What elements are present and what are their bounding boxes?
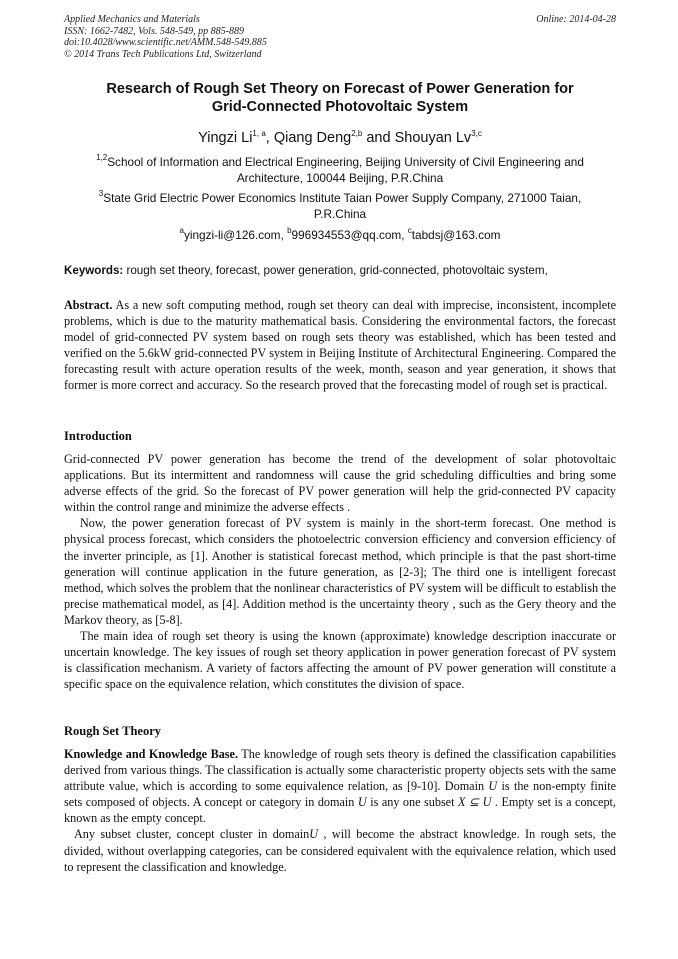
rough-set-p2-start: Any subset cluster, concept cluster in domain [74, 827, 310, 842]
symbol-u-3: U [309, 827, 319, 842]
section-heading-introduction: Introduction [64, 429, 132, 443]
author-2-sup: 2,b [351, 129, 363, 138]
title-line-2: Grid-Connected Photovoltaic System [211, 99, 469, 115]
paper-title [64, 80, 616, 116]
keywords-text: rough set theory, forecast, power generation, grid-connected, photovoltaic system, [123, 264, 548, 277]
introduction-body [64, 451, 616, 692]
author-1-sup: 1, a [252, 129, 266, 138]
symbol-u-1: U [488, 779, 498, 794]
rough-set-p1-mid-1: is the non-empty finite sets composed of objects. A concept or category in domain [64, 779, 616, 810]
affiliation-2-line-2: P.R.China [313, 206, 367, 221]
keywords-line [64, 263, 616, 278]
email-c-sup: c [407, 226, 412, 235]
rough-set-paragraph-1 [64, 746, 616, 826]
affiliation-2 [64, 191, 616, 222]
email-a-sup: a [179, 226, 184, 235]
journal-name: Applied Mechanics and Materials [64, 14, 200, 25]
subsection-label-knowledge: Knowledge and Knowledge Base. [64, 747, 239, 761]
online-date: Online: 2014-04-28 [536, 14, 616, 25]
journal-header [64, 14, 616, 60]
abstract-label: Abstract. [64, 298, 113, 312]
abstract-paragraph [64, 297, 616, 394]
keywords-label: Keywords: [64, 264, 124, 277]
rough-set-p1-end: . Empty set is a concept, known as the empty concept. [64, 795, 616, 826]
rough-set-p1-mid-2: is any one subset [366, 795, 458, 810]
introduction-paragraph-3: The main idea of rough set theory is using the known (approximate) knowledge description inaccurate or uncertain knowledge. The key issues of rough set theory application in power generation forecast of PV system is classification mechanism. A variety of factors affecting the amount of PV power generation will constitute a specific space on the equivalence relation, which constitutes the division of space. [64, 629, 616, 692]
email-a[interactable]: yingzi-li@126.com, [183, 228, 288, 242]
affiliation-1-line-1: School of Information and Electrical Engineering, Beijing University of Civil Engineering and [107, 155, 584, 169]
author-1-name: Yingzi Li [198, 130, 253, 146]
rough-set-p1-text: The knowledge of rough sets theory is defined the classification capabilities derived from various things. The classification is actually some characteristic property objects sets with the same attribute value, which is according to some equivalence relation, as [9-10]. Domain [64, 747, 616, 794]
email-b-sup: b [287, 226, 292, 235]
author-emails [64, 228, 616, 243]
rough-set-p2-end: , will become the abstract knowledge. In rough sets, the divided, without overlapping categories, can be considered equivalent with the equivalence relation, which used to represent the classification and knowledge. [64, 827, 616, 874]
affiliation-2-sup: 3 [98, 189, 104, 198]
author-separator-2: and [362, 130, 395, 146]
title-line-1: Research of Rough Set Theory on Forecast of Power Generation for [106, 81, 574, 97]
symbol-subset: X ⊆ U [457, 795, 492, 810]
introduction-paragraph-2: Now, the power generation forecast of PV system is mainly in the short-term forecast. One method is physical process forecast, which considers the photoelectric conversion efficiency and conversion efficiency of the inverter principle, as [1]. Another is statistical forecast method, which principle is that the past short-time generation will continue application in the future generation, as [2-3]; The third one is intelligent forecast method, which solves the problem that the nonlinear characteristics of PV system will be difficult to establish the precise mathematical model, as [4]. Addition method is the uncertainty theory , such as the Gery theory and the Markov theory, as [5-8]. [64, 516, 616, 627]
affiliation-1-sup: 1,2 [96, 153, 108, 162]
author-3-sup: 3,c [471, 129, 482, 138]
author-separator-1: , [265, 130, 274, 146]
affiliation-1 [64, 155, 616, 186]
doi-line: doi:10.4028/www.scientific.net/AMM.548-549.885 [64, 37, 267, 48]
rough-set-body [64, 746, 616, 875]
copyright-line: © 2014 Trans Tech Publications Ltd, Switzerland [64, 48, 262, 60]
author-list [64, 129, 616, 147]
abstract-text: As a new soft computing method, rough set theory can deal with imprecise, inconsistent, incomplete problems, which is due to the maturity mathematical basis. Considering the environmental factors, the forecast model of grid-connected PV system based on rough sets theory was established, which has been tested and verified on the 5.6kW grid-connected PV system in Beijing Institute of Architectural Engineering. Compared the forecasting result with acture operation results of the week, month, season and year generation, it shows that former is more correct and accuracy. So the research proved that the forecasting model of rough set is practical. [64, 298, 616, 393]
email-b[interactable]: 996934553@qq.com, [291, 228, 408, 242]
introduction-paragraph-1: Grid-connected PV power generation has become the trend of the development of solar photovoltaic applications. But its intermittent and randomness will cause the grid scheduling difficulties and bring some adverse effects of the grid. So the forecast of PV power generation will help the grid-connected PV capacity within the control range and minimize the adverse effects . [64, 452, 616, 515]
affiliation-1-line-2: Architecture, 100044 Beijing, P.R.China [236, 170, 444, 185]
section-heading-rough-set-theory: Rough Set Theory [64, 724, 162, 738]
symbol-u-2: U [357, 795, 367, 810]
affiliation-2-line-1: State Grid Electric Power Economics Institute Taian Power Supply Company, 271000 Taian, [103, 191, 582, 205]
email-c[interactable]: tabdsj@163.com [411, 228, 501, 242]
rough-set-paragraph-2 [64, 826, 616, 874]
issn-line: ISSN: 1662-7482, Vols. 548-549, pp 885-889 [64, 25, 244, 37]
author-3-name: Shouyan Lv [394, 130, 472, 146]
author-2-name: Qiang Deng [273, 130, 352, 146]
